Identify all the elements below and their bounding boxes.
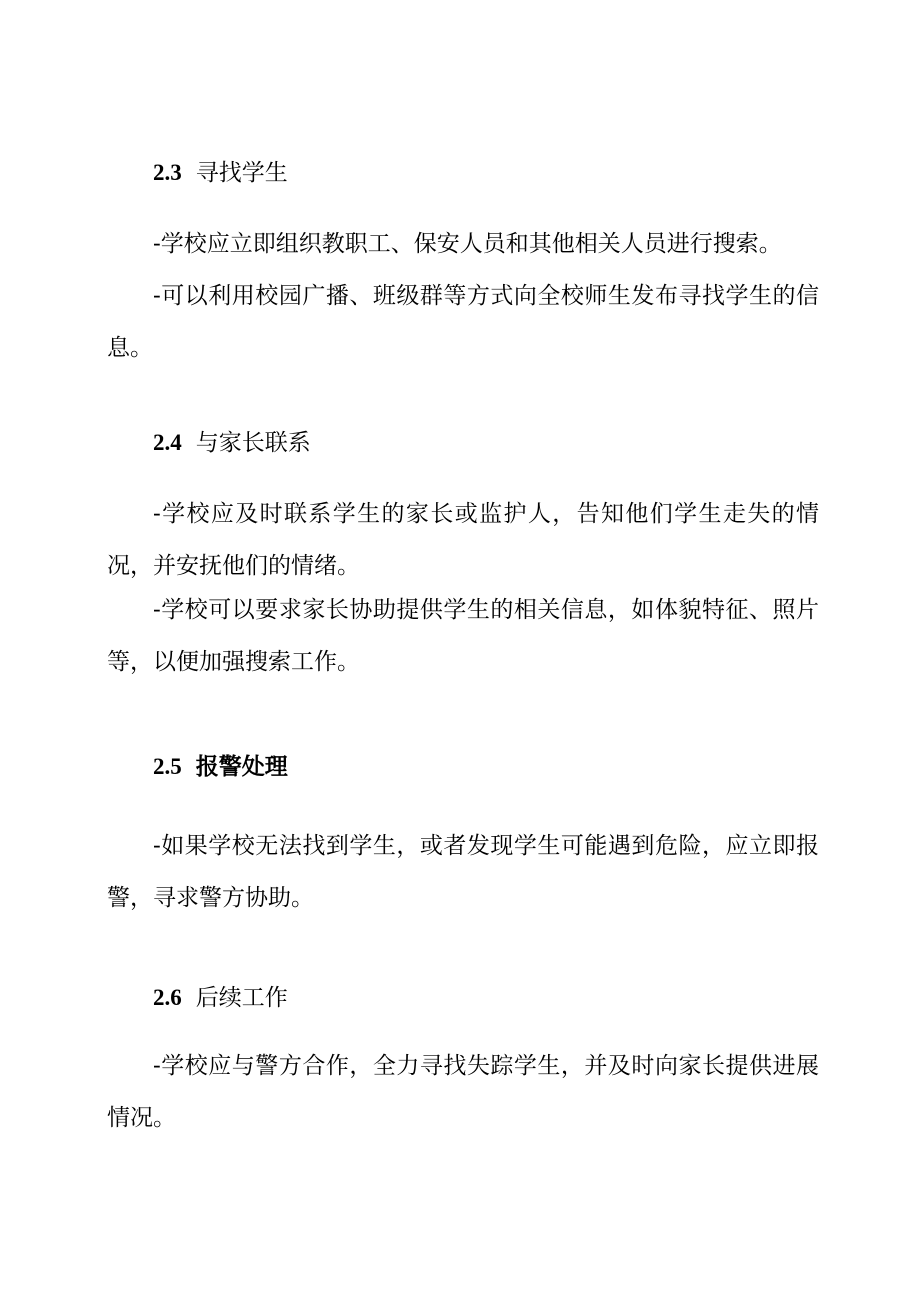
paragraph: -学校应与警方合作，全力寻找失踪学生，并及时向家长提供进展情况。 (107, 1053, 819, 1131)
section-heading-2-4 (153, 428, 311, 458)
paragraph: -学校应及时联系学生的家长或监护人，告知他们学生走失的情况，并安抚他们的情绪。 (107, 501, 819, 579)
paragraph: -学校可以要求家长协助提供学生的相关信息，如体貌特征、照片等，以便加强搜索工作。 (107, 597, 819, 675)
paragraph: -可以利用校园广播、班级群等方式向全校师生发布寻找学生的信息。 (107, 283, 819, 361)
section-number: 2.5 (153, 754, 182, 779)
section-number: 2.3 (153, 160, 182, 185)
section-title: 与家长联系 (195, 430, 311, 456)
section-heading-2-6 (153, 983, 288, 1013)
paragraph: -如果学校无法找到学生，或者发现学生可能遇到危险，应立即报警，寻求警方协助。 (107, 833, 819, 911)
section-title: 后续工作 (195, 985, 288, 1011)
section-heading-2-5 (153, 752, 288, 782)
paragraph: -学校应立即组织教职工、保安人员和其他相关人员进行搜索。 (153, 231, 782, 257)
section-heading-2-3 (153, 158, 288, 188)
section-number: 2.6 (153, 985, 182, 1010)
section-title: 寻找学生 (195, 160, 288, 186)
section-number: 2.4 (153, 430, 182, 455)
section-title: 报警处理 (195, 753, 288, 780)
